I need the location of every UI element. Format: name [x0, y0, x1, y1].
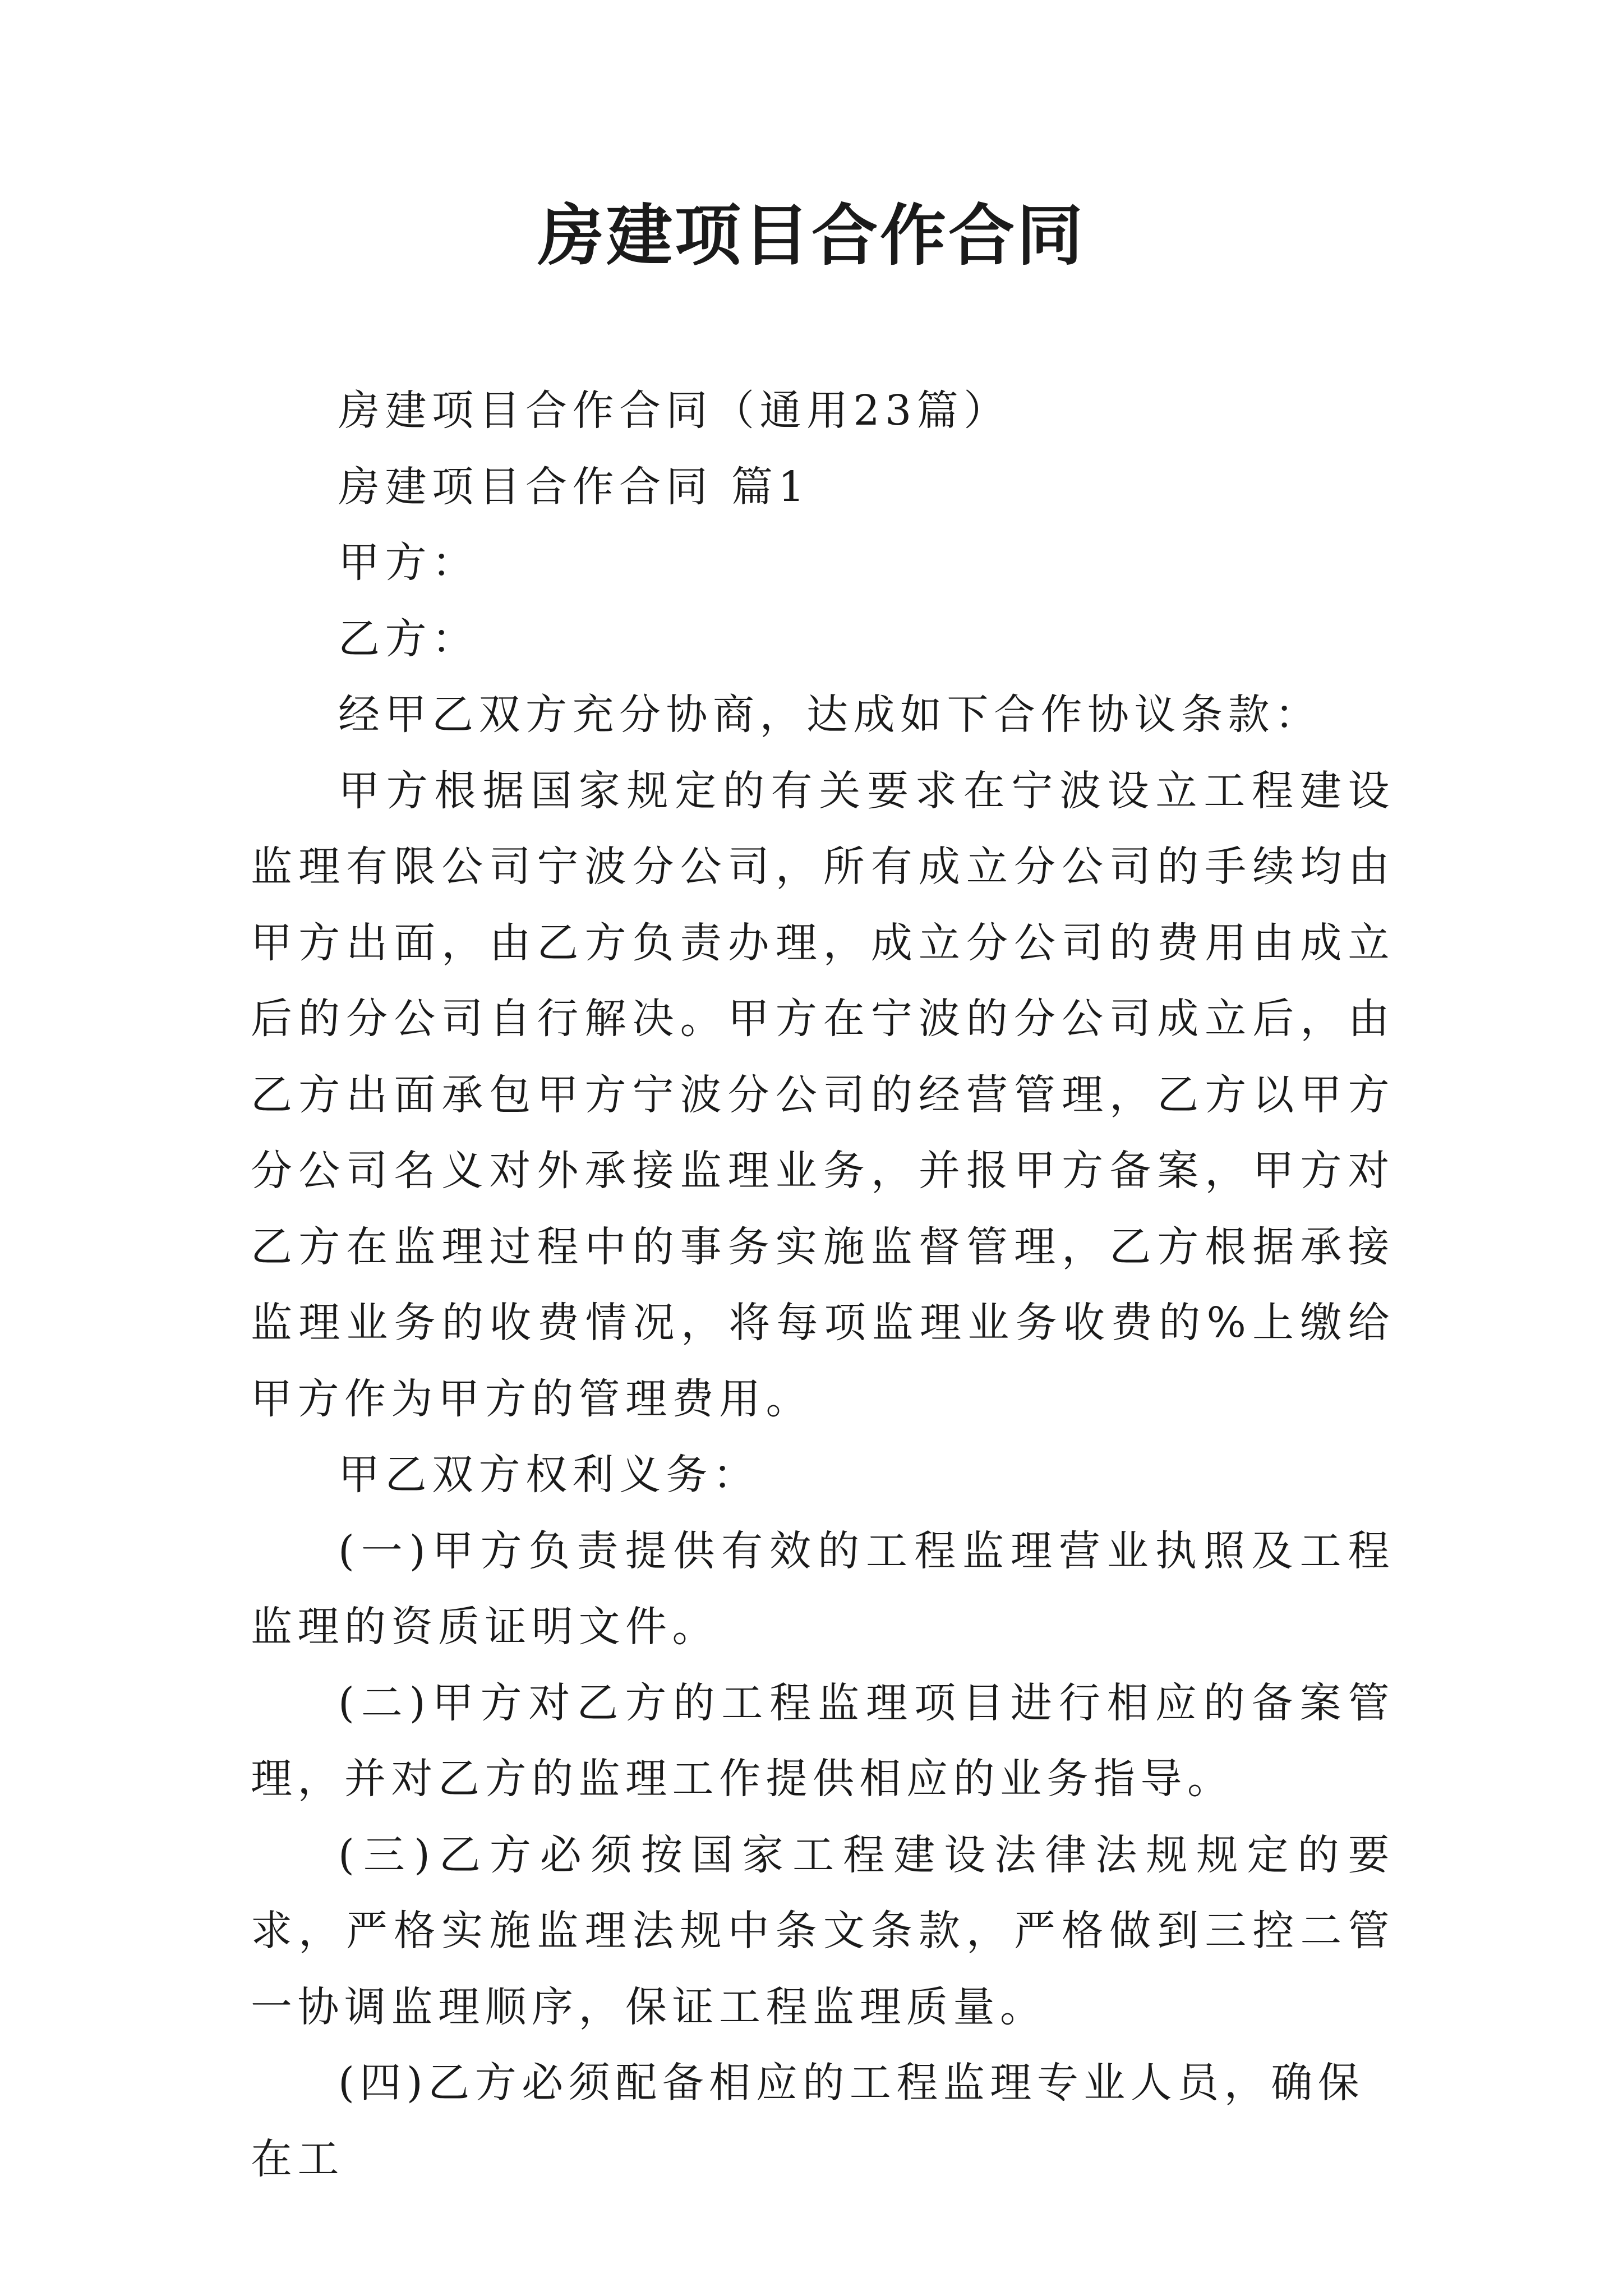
establishment-paragraph: 甲方根据国家规定的有关要求在宁波设立工程建设监理有限公司宁波分公司，所有成立分公司的手续均由甲方出面，由乙方负责办理，成立分公司的费用由成立后的分公司自行解决。甲方在宁波的分公司成立后，由乙方出面承包甲方宁波分公司的经营管理，乙方以甲方分公司名义对外承接监理业务，并报甲方备案，甲方对乙方在监理过程中的事务实施监督管理，乙方根据承接监理业务的收费情况，将每项监理业务收费的%上缴给甲方作为甲方的管理费用。 — [251, 766, 1395, 1423]
clause-paragraph: (三)乙方必须按国家工程建设法律法规规定的要求，严格实施监理法规中条文条款，严格做到三控二管一协调监理顺序，保证工程监理质量。 — [251, 1830, 1395, 2031]
rights-obligations-heading: 甲乙双方权利义务： — [338, 1451, 760, 1499]
document-title: 房建项目合作合同 — [537, 196, 1085, 274]
agreement-intro-paragraph: 经甲乙双方充分协商，达成如下合作协议条款： — [338, 691, 1322, 739]
section-heading: 房建项目合作合同 篇1 — [338, 462, 810, 511]
clause-paragraph: (二)甲方对乙方的工程监理项目进行相应的备案管理，并对乙方的监理工作提供相应的业务指导。 — [251, 1678, 1395, 1803]
subtitle-paragraph: 房建项目合作合同（通用23篇） — [338, 386, 1011, 435]
clause-paragraph: (一)甲方负责提供有效的工程监理营业执照及工程监理的资质证明文件。 — [251, 1526, 1395, 1651]
party-a-line: 甲方： — [338, 539, 479, 587]
clause-paragraph: (四)乙方必须配备相应的工程监理专业人员，确保在工 — [251, 2059, 1365, 2183]
party-b-line: 乙方： — [338, 614, 479, 663]
document-body — [251, 373, 1395, 2197]
